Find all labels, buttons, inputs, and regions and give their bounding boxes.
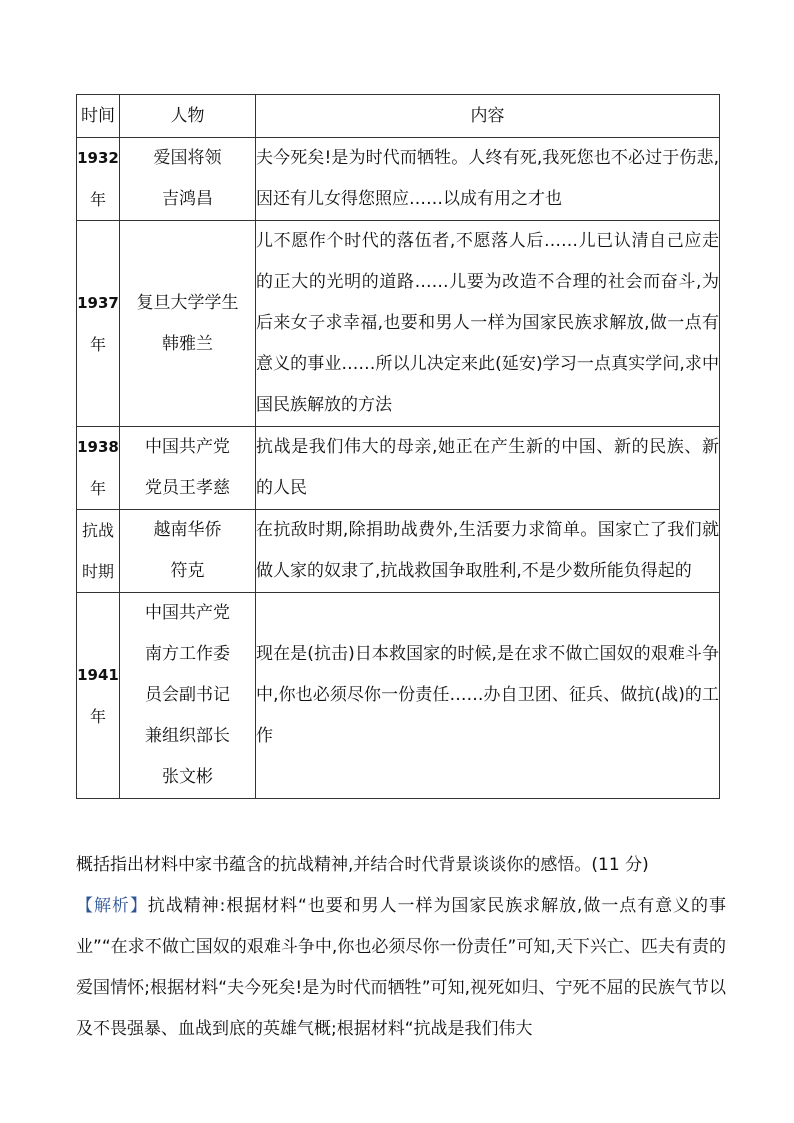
person-line: 吉鸿昌 xyxy=(162,189,213,209)
time-cell xyxy=(77,427,120,510)
table-row xyxy=(77,593,720,799)
analysis-text: 抗战精神:根据材料“也要和男人一样为国家民族求解放,做一点有意义的事业”“在求不做亡国奴的艰难斗争中,你也必须尽你一份责任”可知,天下兴亡、匹夫有责的爱国情怀;根据材料“夫今死矣!是为时代而牺牲”可知,视死如归、宁死不屈的民族气节以及不畏强暴、血战到底的英雄气概;根据材料“抗战是我们伟大 xyxy=(76,896,727,1039)
person-line: 复旦大学学生 xyxy=(136,292,239,313)
time-line: 年 xyxy=(89,190,106,209)
content-cell: 抗战是我们伟大的母亲,她正在产生新的中国、新的民族、新的人民 xyxy=(256,427,720,510)
time-line: 1932 xyxy=(77,149,119,167)
content-cell: 在抗敌时期,除捐助战费外,生活要力求简单。国家亡了我们就做人家的奴隶了,抗战救国争取胜利,不是少数所能负得起的 xyxy=(256,510,720,593)
header-time: 时间 xyxy=(77,95,120,138)
time-cell xyxy=(77,138,120,221)
person-line: 中国共产党 xyxy=(145,437,230,457)
person-line: 张文彬 xyxy=(162,767,213,787)
table-row xyxy=(77,138,720,221)
table-row xyxy=(77,221,720,427)
time-cell xyxy=(77,593,120,799)
person-line: 中国共产党 xyxy=(145,603,230,623)
person-line: 爱国将领 xyxy=(153,148,222,168)
person-cell xyxy=(120,510,256,593)
person-line: 韩雅兰 xyxy=(162,333,213,354)
analysis-paragraph xyxy=(76,886,726,1050)
person-line: 南方工作委 xyxy=(145,644,230,664)
person-line: 党员王孝慈 xyxy=(145,478,230,498)
person-line: 兼组织部长 xyxy=(145,726,230,746)
time-cell xyxy=(77,510,120,593)
time-line: 抗战 xyxy=(81,521,114,540)
table-row xyxy=(77,427,720,510)
table-row xyxy=(77,510,720,593)
time-line: 1938 xyxy=(77,438,119,456)
person-line: 越南华侨 xyxy=(153,520,222,540)
person-cell xyxy=(120,593,256,799)
header-content: 内容 xyxy=(256,95,720,138)
time-line: 时期 xyxy=(81,562,114,581)
question-text: 概括指出材料中家书蕴含的抗战精神,并结合时代背景谈谈你的感悟。(11 分) xyxy=(76,855,649,875)
time-line: 年 xyxy=(89,479,106,498)
person-cell xyxy=(120,138,256,221)
content-cell: 夫今死矣!是为时代而牺牲。人终有死,我死您也不必过于伤悲,因还有儿女得您照应……以成有用之才也 xyxy=(256,138,720,221)
person-line: 符克 xyxy=(170,561,205,581)
time-line: 年 xyxy=(89,706,106,726)
person-cell xyxy=(120,427,256,510)
content-cell: 现在是(抗击)日本救国家的时候,是在求不做亡国奴的艰难斗争中,你也必须尽你一份责任……办自卫团、征兵、做抗(战)的工作 xyxy=(256,593,720,799)
content-cell: 儿不愿作个时代的落伍者,不愿落人后……儿已认清自己应走的正大的光明的道路……儿要为改造不合理的社会而奋斗,为后来女子求幸福,也要和男人一样为国家民族求解放,做一点有意义的事业……所以儿决定来此(延安)学习一点真实学问,求中国民族解放的方法 xyxy=(256,221,720,427)
person-line: 员会副书记 xyxy=(145,685,230,705)
time-line: 1937 xyxy=(77,293,119,312)
time-cell xyxy=(77,221,120,427)
table-header-row xyxy=(77,95,720,138)
time-line: 年 xyxy=(89,334,106,354)
family-letters-table xyxy=(76,94,720,799)
analysis-tag: 【解析】 xyxy=(76,896,148,916)
person-cell xyxy=(120,221,256,427)
time-line: 1941 xyxy=(77,665,119,684)
header-person: 人物 xyxy=(120,95,256,138)
